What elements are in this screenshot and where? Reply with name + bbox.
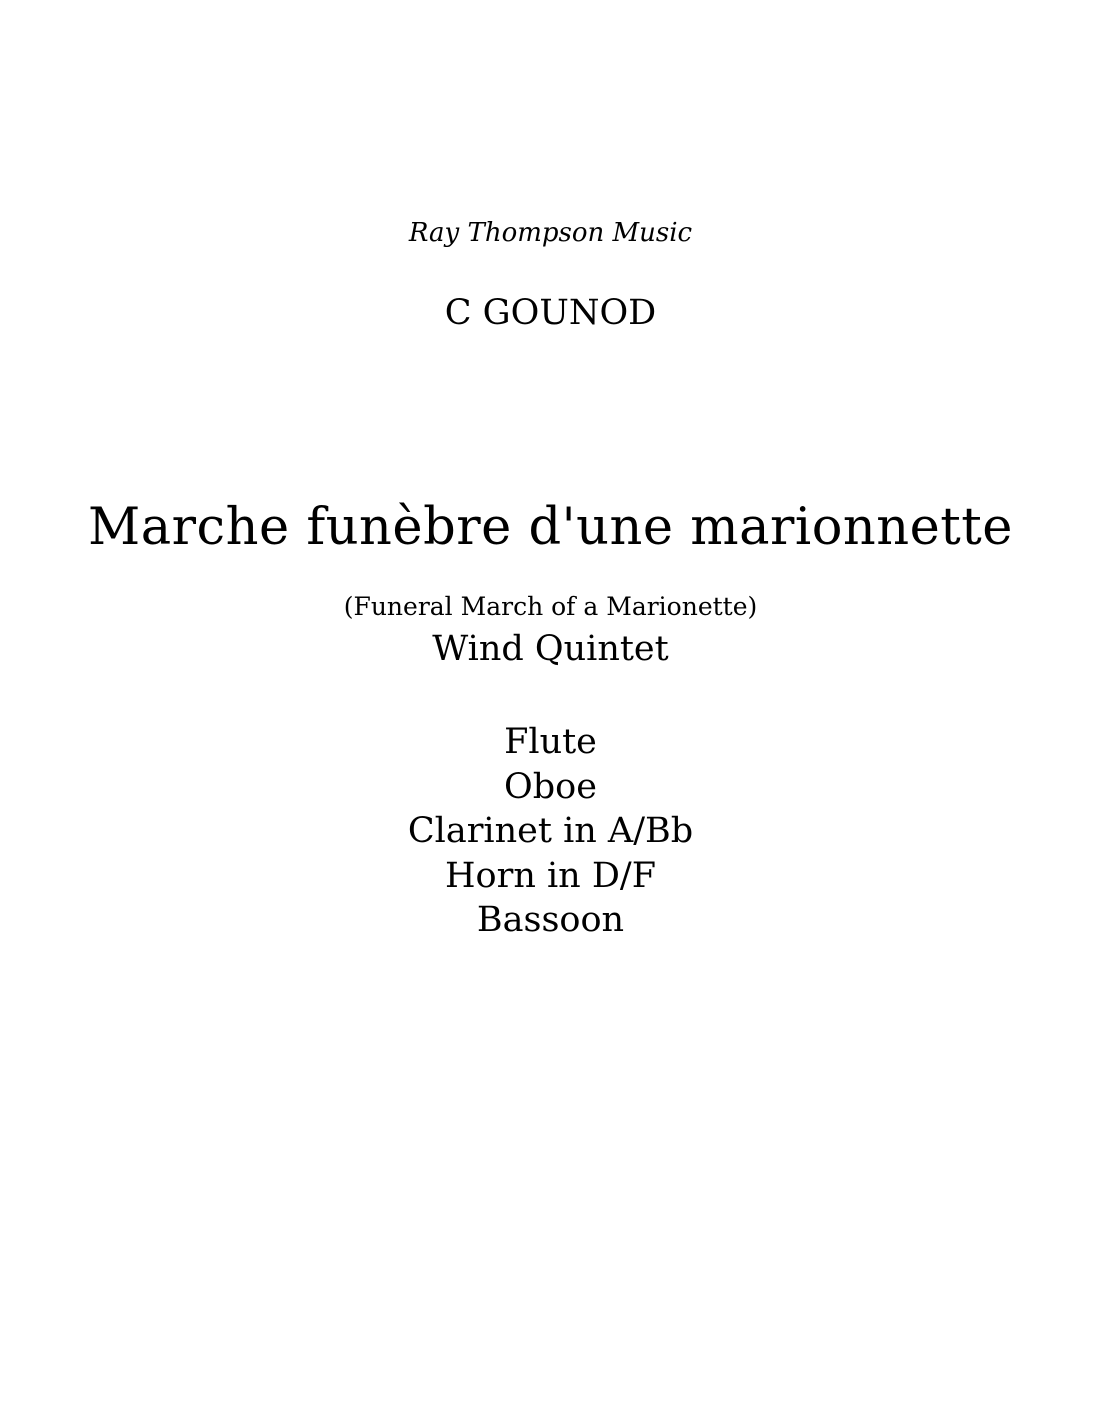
- instrument-list: [0, 720, 1101, 943]
- instrument-item: Oboe: [504, 766, 597, 807]
- instrument-item: Bassoon: [476, 900, 625, 940]
- piece-title: Marche funèbre d'une marionnette: [88, 498, 1013, 557]
- instrument-item: Flute: [504, 722, 597, 762]
- piece-subtitle: (Funeral March of a Marionette): [343, 592, 758, 621]
- publisher-name: Ray Thompson Music: [408, 218, 693, 248]
- composer-name: C GOUNOD: [444, 293, 657, 333]
- ensemble-name: Wind Quintet: [432, 629, 669, 669]
- instrument-item: Clarinet in A/Bb: [407, 811, 694, 851]
- instrument-item: Horn in D/F: [445, 855, 656, 896]
